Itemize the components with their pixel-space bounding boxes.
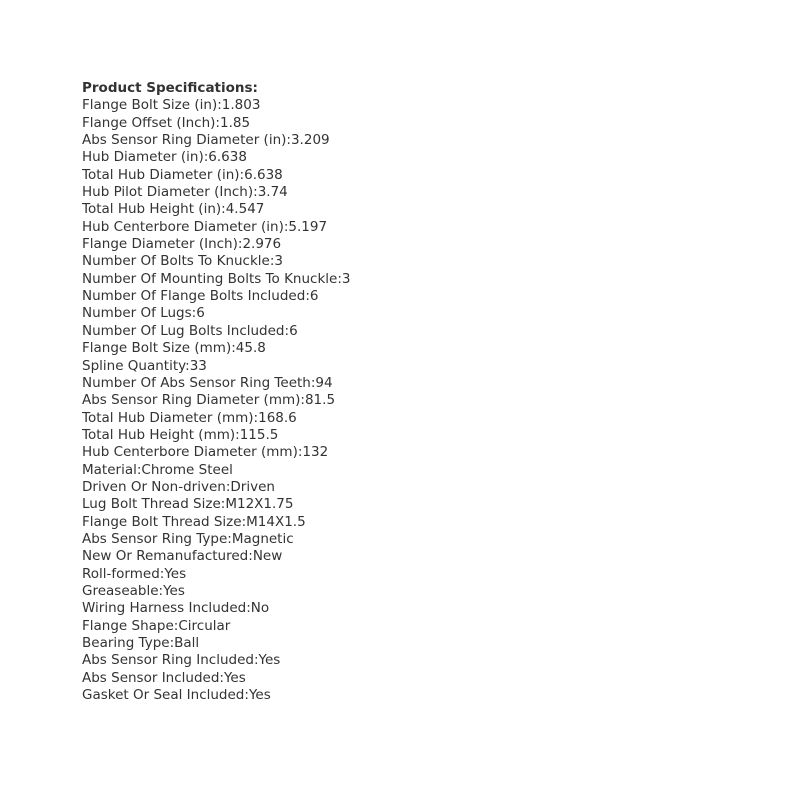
spec-row	[82, 635, 760, 652]
spec-value: Magnetic	[231, 530, 294, 547]
spec-label: Flange Shape	[82, 617, 174, 634]
spec-separator: :	[246, 600, 251, 617]
spec-value: 6	[309, 288, 319, 305]
spec-row	[82, 410, 760, 427]
spec-label: Material	[82, 461, 137, 478]
spec-label: Hub Centerbore Diameter (mm)	[82, 444, 298, 461]
spec-value: 3	[341, 270, 351, 287]
spec-separator: :	[241, 513, 247, 530]
spec-row	[82, 271, 760, 288]
spec-separator: :	[253, 184, 258, 201]
spec-value: Circular	[178, 617, 231, 634]
specifications-title: Product Specifications:	[82, 80, 258, 96]
spec-label: Number Of Lug Bolts Included	[82, 322, 285, 339]
spec-label: Total Hub Height (in)	[82, 201, 222, 218]
spec-separator: :	[191, 305, 197, 322]
spec-value: 81.5	[304, 392, 336, 409]
spec-separator: :	[244, 687, 249, 704]
spec-row	[82, 288, 760, 305]
spec-value: 115.5	[239, 426, 279, 443]
spec-row	[82, 358, 760, 375]
spec-separator: :	[231, 340, 236, 357]
spec-row	[82, 583, 760, 600]
spec-label: Total Hub Diameter (in)	[82, 166, 240, 183]
spec-label: New Or Remanufactured	[82, 548, 249, 565]
spec-label: Greaseable	[82, 582, 159, 599]
spec-label: Number Of Abs Sensor Ring Teeth	[82, 374, 311, 391]
spec-separator: :	[253, 409, 259, 426]
spec-value: 6.638	[244, 166, 283, 183]
spec-value: 94	[315, 374, 333, 391]
spec-row	[82, 548, 760, 565]
spec-separator: :	[269, 253, 275, 270]
spec-row	[82, 201, 760, 218]
spec-value: Yes	[258, 652, 281, 669]
spec-label: Abs Sensor Ring Diameter (in)	[82, 132, 287, 149]
spec-value: 5.197	[288, 218, 328, 235]
spec-label: Number Of Lugs	[82, 305, 192, 322]
spec-value: Yes	[163, 582, 185, 599]
spec-label: Abs Sensor Included	[82, 669, 220, 686]
spec-separator: :	[235, 426, 240, 443]
spec-row	[82, 253, 760, 270]
spec-value: Yes	[164, 565, 187, 582]
spec-row	[82, 600, 760, 617]
spec-value: 168.6	[258, 409, 297, 426]
spec-value: Yes	[248, 687, 271, 704]
spec-label: Hub Diameter (in)	[82, 149, 204, 166]
spec-value: Ball	[174, 635, 200, 651]
spec-label: Total Hub Height (mm)	[82, 426, 236, 443]
spec-row	[82, 375, 760, 392]
spec-label: Flange Offset (Inch)	[82, 114, 216, 131]
spec-separator: :	[305, 288, 310, 305]
spec-label: Hub Pilot Diameter (Inch)	[82, 184, 254, 201]
spec-value: 3.209	[290, 132, 330, 149]
specifications-list	[82, 97, 760, 704]
spec-value: 132	[302, 444, 329, 461]
spec-label: Roll-formed	[82, 565, 160, 582]
spec-separator: :	[173, 617, 179, 634]
spec-row	[82, 97, 760, 114]
spec-row	[82, 427, 760, 444]
spec-row	[82, 496, 760, 513]
spec-separator: :	[283, 218, 289, 235]
spec-row	[82, 514, 760, 531]
spec-separator: :	[239, 166, 245, 183]
spec-value: 6.638	[208, 149, 247, 166]
spec-value: 3	[274, 253, 284, 270]
spec-label: Gasket Or Seal Included	[82, 687, 245, 704]
spec-value: Driven	[230, 478, 275, 495]
spec-row	[82, 149, 760, 166]
spec-separator: :	[203, 149, 209, 166]
spec-row	[82, 670, 760, 687]
spec-separator: :	[225, 478, 231, 495]
spec-row	[82, 115, 760, 132]
spec-row	[82, 184, 760, 201]
spec-separator: :	[310, 374, 316, 391]
spec-row	[82, 566, 760, 583]
spec-separator: :	[136, 461, 142, 478]
spec-row	[82, 462, 760, 479]
spec-separator: :	[221, 201, 226, 218]
spec-separator: :	[337, 270, 342, 287]
spec-value: 1.803	[221, 97, 261, 114]
spec-value: New	[252, 548, 283, 565]
spec-value: M14X1.5	[246, 513, 306, 530]
spec-value: 6	[289, 322, 298, 339]
spec-separator: :	[217, 97, 222, 114]
spec-label: Bearing Type	[82, 635, 170, 651]
spec-value: 33	[189, 357, 207, 374]
spec-value: 1.85	[219, 114, 251, 131]
spec-value: M12X1.75	[225, 496, 294, 513]
spec-row	[82, 305, 760, 322]
spec-value: 45.8	[235, 340, 266, 357]
spec-separator: :	[248, 548, 253, 565]
spec-row	[82, 531, 760, 548]
spec-label: Total Hub Diameter (mm)	[82, 409, 254, 426]
spec-separator: :	[158, 582, 164, 599]
spec-separator: :	[297, 444, 303, 461]
spec-label: Abs Sensor Ring Included	[82, 652, 254, 669]
spec-separator: :	[219, 669, 224, 686]
spec-value: 2.976	[242, 236, 282, 253]
spec-label: Flange Bolt Size (mm)	[82, 340, 232, 357]
spec-label: Wiring Harness Included	[82, 600, 247, 617]
spec-row	[82, 687, 760, 704]
spec-label: Hub Centerbore Diameter (in)	[82, 218, 284, 235]
spec-separator: :	[215, 114, 220, 131]
spec-label: Flange Bolt Size (in)	[82, 97, 218, 114]
spec-separator: :	[237, 236, 243, 253]
spec-row	[82, 392, 760, 409]
spec-row	[82, 323, 760, 340]
spec-label: Abs Sensor Ring Type	[82, 530, 228, 547]
spec-label: Abs Sensor Ring Diameter (mm)	[82, 392, 301, 409]
spec-value: 3.74	[257, 184, 288, 201]
spec-label: Spline Quantity	[82, 357, 186, 374]
spec-row	[82, 652, 760, 669]
spec-separator: :	[253, 652, 259, 669]
spec-label: Flange Diameter (Inch)	[82, 236, 238, 253]
spec-row	[82, 444, 760, 461]
spec-row	[82, 132, 760, 149]
spec-separator: :	[227, 530, 232, 547]
spec-separator: :	[286, 132, 291, 149]
spec-label: Lug Bolt Thread Size	[82, 496, 221, 513]
spec-value: 6	[196, 305, 205, 322]
spec-separator: :	[220, 496, 226, 513]
spec-separator: :	[284, 322, 290, 339]
spec-value: Yes	[223, 669, 246, 686]
spec-value: Chrome Steel	[141, 461, 233, 478]
spec-label: Number Of Bolts To Knuckle	[82, 253, 270, 270]
specifications-block	[82, 80, 760, 704]
spec-separator: :	[185, 357, 190, 374]
spec-row	[82, 340, 760, 357]
spec-row	[82, 618, 760, 635]
spec-separator: :	[300, 392, 305, 409]
spec-value: No	[250, 600, 270, 617]
spec-value: 4.547	[225, 201, 265, 218]
spec-separator: :	[159, 565, 165, 582]
spec-label: Flange Bolt Thread Size	[82, 513, 242, 530]
spec-label: Driven Or Non-driven	[82, 478, 226, 495]
spec-row	[82, 167, 760, 184]
spec-row	[82, 219, 760, 236]
spec-separator: :	[169, 635, 175, 651]
spec-row	[82, 479, 760, 496]
spec-row	[82, 236, 760, 253]
spec-label: Number Of Mounting Bolts To Knuckle	[82, 270, 338, 287]
spec-label: Number Of Flange Bolts Included	[82, 288, 306, 305]
